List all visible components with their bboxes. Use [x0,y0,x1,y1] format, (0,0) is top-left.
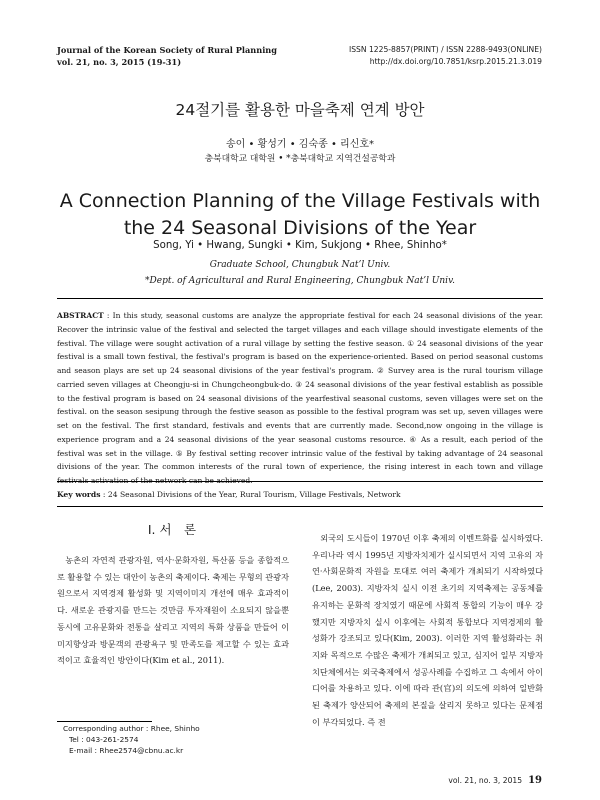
doi-link[interactable]: http://dx.doi.org/10.7851/ksrp.2015.21.3.019 [369,57,542,66]
page-number: 19 [528,775,542,786]
journal-name: Journal of the Korean Society of Rural Planning [57,45,277,55]
abstract-label: ABSTRACT [57,311,104,320]
issn-text: ISSN 1225-8857(PRINT) / ISSN 2288-9493(ONLINE) [349,45,542,54]
page-footer [448,775,542,786]
body-right-paragraph: 외국의 도시들이 1970년 이후 축제의 이벤트화를 실시하였다. 우리나라 역시 1995년 지방자치제가 실시되면서 지역 고유의 자연·사회문화적 자원을 토대로 여러 축제가 개최되기 시작하였다(Lee, 2003). 지방자치 실시 이전 초기의 지역축제는 공동체를 유지하는 문화적 장치였기 때문에 사회적 통합의 기능이 매우 강했지만 지방자치 실시 이후에는 사회적 통합보다 지역경제의 활성화가 강조되고 있다(Kim, 2003). 이러한 지역 활성화라는 취지와 목적으로 수많은 축제가 개최되고 있고, 심지어 일부 지방자치단체에서는 외국축제에서 성공사례를 수집하고 그 속에서 아이디어를 차용하고 있다. 이에 따라 관(官)의 의도에 의하여 일반화된 축제가 양산되어 축제의 본질을 살리지 못하고 있다는 문제점이 부각되었다. 즉 전 [312,533,543,727]
keywords-text: : 24 Seasonal Divisions of the Year, Rural Tourism, Village Festivals, Network [100,490,401,499]
title-english-line-2: the 24 Seasonal Divisions of the Year [123,217,477,239]
body-left-column [57,552,289,669]
body-left-paragraph: 농촌의 자연적 관광자원, 역사·문화자원, 특산품 등을 종합적으로 활용할 수 있는 대안이 농촌의 축제이다. 축제는 무형의 관광자원으로서 지역경제 활성화 및 지역이미지 개선에 매우 효과적이다. 새로운 관광지를 만드는 것만큼 투자재원이 소요되지 않을뿐 동시에 고유문화와 전통을 살리고 지역의 특화 상품을 만들어 이미지향상과 방문객의 관광욕구 및 만족도를 제고할 수 있는 효과적이고 효율적인 방안이다(Kim et al., 2011). [57,555,289,666]
keywords-label: Key words [57,490,101,499]
footer-volume: vol. 21, no. 3, 2015 [448,776,523,785]
journal-volume: vol. 21, no. 3, 2015 (19-31) [57,57,182,67]
abstract [57,309,543,488]
affiliation-english-1: Graduate School, Chungbuk Nat’l Univ. [209,260,391,270]
title-english-line-1: A Connection Planning of the Village Festivals with [59,190,541,212]
corresponding-author: Corresponding author : Rhee, Shinho [63,724,200,733]
author-email[interactable]: E-mail : Rhee2574@cbnu.ac.kr [69,745,184,755]
keywords-bottom-rule [57,506,543,507]
footnote-rule [57,721,152,722]
abstract-text: : In this study, seasonal customs are analyze the appropriate festival for each 24 seasonal divisions of the year. Recover the intrinsic value of the festival and selected the target villages and each village should investigate elements of the festival. The village were sought activation of a rural village by setting the festive season. ① 24 seasonal divisions of the year festival is a small town festival, the festival's program is based on the experience-oriented. Based on period seasonal customs and season plays are set up 24 seasonal divisions of the year festival's program. ② Survey area is the rural tourism village carried seven villages at Cheongju-si in Chungcheongbuk-do. ③ 24 seasonal divisions of the year festival establish as possible to the festival program is based on 24 seasonal divisions of the yearfestival seasonal customs, seven villages were set on the festival. on the season sesipung through the festive season as possible to the festival program was set up, seven villages were set on the festival. The first standard, festivals and events that are currently made. Second,now ongoing in the village is experience program and a 24 seasonal divisions of the year seasonal customs resource. ④ As a result, each period of the festival was set in the village. ⑤ By festival setting recover intrinsic value of the festival by taking advantage of 24 seasonal divisions of the year. The common interests of the rural town of experience, the rising interest in each town and village [57,311,543,472]
title-korean: 24절기를 활용한 마을축제 연계 방안 [175,101,425,119]
title-english [0,188,600,242]
authors-english: Song, Yi • Hwang, Sungki • Kim, Sukjong • Rhee, Shinho* [153,240,447,251]
affiliation-english-2: *Dept. of Agricultural and Rural Engineering, Chungbuk Nat’l Univ. [145,276,455,286]
footnote [63,724,200,756]
abstract-bottom-rule [57,481,543,482]
keywords [57,489,543,501]
author-tel: Tel : 043-261-2574 [69,734,139,744]
affiliation-korean: 충북대학교 대학원 • *충북대학교 지역건설공학과 [204,154,396,164]
authors-korean: 송이 • 황성기 • 김숙종 • 리신호* [225,139,375,150]
section-title: I. 서 론 [147,522,197,537]
abstract-top-rule [57,298,543,299]
journal-header [57,44,277,68]
body-right-column [312,530,543,730]
issn-header [349,44,542,68]
